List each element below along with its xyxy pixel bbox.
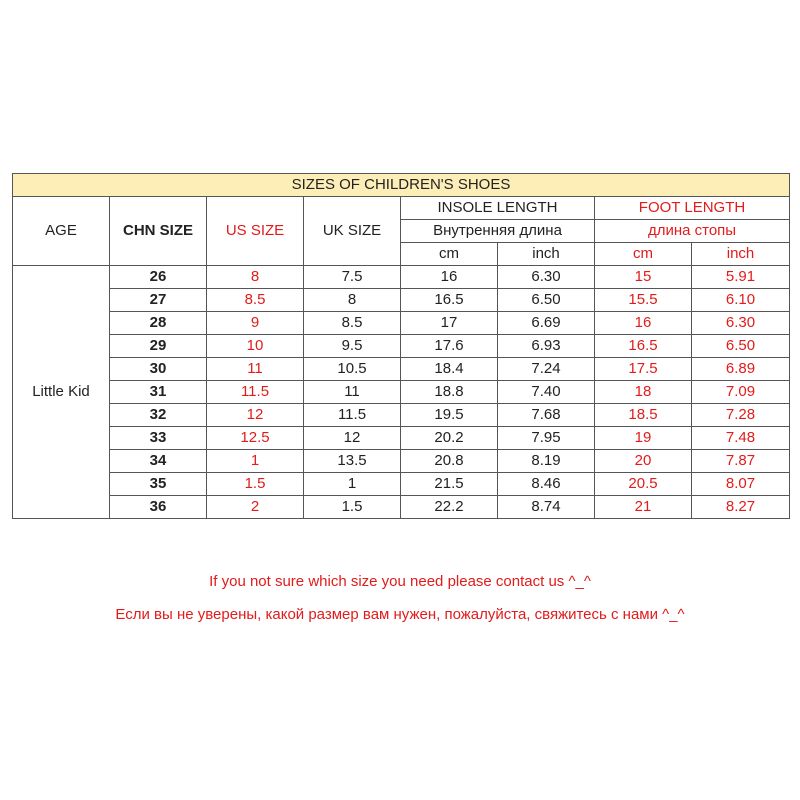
uk-size-header: UK SIZE bbox=[304, 197, 401, 266]
table-row bbox=[13, 335, 790, 358]
chn-size-cell: 35 bbox=[110, 473, 207, 496]
chn-size-cell: 36 bbox=[110, 496, 207, 519]
insole-inch-cell: 7.68 bbox=[498, 404, 595, 427]
us-size-cell: 11.5 bbox=[207, 381, 304, 404]
foot-length-header: FOOT LENGTH bbox=[595, 197, 790, 220]
size-chart-table bbox=[12, 173, 790, 519]
foot-inch-cell: 7.28 bbox=[692, 404, 790, 427]
table-row bbox=[13, 404, 790, 427]
insole-cm-cell: 18.4 bbox=[401, 358, 498, 381]
foot-cm-header: cm bbox=[595, 243, 692, 266]
foot-inch-cell: 6.50 bbox=[692, 335, 790, 358]
table-title: SIZES OF CHILDREN'S SHOES bbox=[13, 174, 790, 197]
insole-cm-header: cm bbox=[401, 243, 498, 266]
insole-inch-cell: 6.69 bbox=[498, 312, 595, 335]
table-row bbox=[13, 381, 790, 404]
insole-length-ru-header: Внутренняя длина bbox=[401, 220, 595, 243]
chn-size-cell: 26 bbox=[110, 266, 207, 289]
chn-size-cell: 27 bbox=[110, 289, 207, 312]
table-row bbox=[13, 312, 790, 335]
us-size-cell: 1 bbox=[207, 450, 304, 473]
header-row-1 bbox=[13, 197, 790, 220]
us-size-cell: 8.5 bbox=[207, 289, 304, 312]
foot-cm-cell: 21 bbox=[595, 496, 692, 519]
insole-inch-header: inch bbox=[498, 243, 595, 266]
uk-size-cell: 9.5 bbox=[304, 335, 401, 358]
us-size-header: US SIZE bbox=[207, 197, 304, 266]
insole-cm-cell: 21.5 bbox=[401, 473, 498, 496]
chn-size-cell: 31 bbox=[110, 381, 207, 404]
insole-cm-cell: 20.8 bbox=[401, 450, 498, 473]
insole-cm-cell: 16 bbox=[401, 266, 498, 289]
table-row bbox=[13, 450, 790, 473]
insole-cm-cell: 17.6 bbox=[401, 335, 498, 358]
foot-cm-cell: 16.5 bbox=[595, 335, 692, 358]
us-size-cell: 2 bbox=[207, 496, 304, 519]
us-size-cell: 8 bbox=[207, 266, 304, 289]
uk-size-cell: 11.5 bbox=[304, 404, 401, 427]
age-group-cell: Little Kid bbox=[13, 266, 110, 519]
foot-inch-cell: 6.10 bbox=[692, 289, 790, 312]
english-note: If you not sure which size you need please contact us ^_^ bbox=[209, 573, 591, 590]
insole-inch-cell: 7.95 bbox=[498, 427, 595, 450]
chn-size-cell: 33 bbox=[110, 427, 207, 450]
foot-inch-cell: 7.87 bbox=[692, 450, 790, 473]
insole-cm-cell: 16.5 bbox=[401, 289, 498, 312]
insole-inch-cell: 8.46 bbox=[498, 473, 595, 496]
us-size-cell: 11 bbox=[207, 358, 304, 381]
foot-inch-cell: 7.48 bbox=[692, 427, 790, 450]
foot-inch-cell: 6.89 bbox=[692, 358, 790, 381]
foot-inch-cell: 8.27 bbox=[692, 496, 790, 519]
russian-note: Если вы не уверены, какой размер вам нужен, пожалуйста, свяжитесь с нами ^_^ bbox=[115, 606, 685, 623]
foot-cm-cell: 19 bbox=[595, 427, 692, 450]
insole-inch-cell: 6.30 bbox=[498, 266, 595, 289]
insole-cm-cell: 19.5 bbox=[401, 404, 498, 427]
foot-cm-cell: 20 bbox=[595, 450, 692, 473]
uk-size-cell: 11 bbox=[304, 381, 401, 404]
insole-cm-cell: 22.2 bbox=[401, 496, 498, 519]
uk-size-cell: 1 bbox=[304, 473, 401, 496]
us-size-cell: 1.5 bbox=[207, 473, 304, 496]
age-header: AGE bbox=[13, 197, 110, 266]
chn-size-cell: 29 bbox=[110, 335, 207, 358]
foot-inch-cell: 8.07 bbox=[692, 473, 790, 496]
us-size-cell: 9 bbox=[207, 312, 304, 335]
foot-cm-cell: 20.5 bbox=[595, 473, 692, 496]
table-row bbox=[13, 427, 790, 450]
us-size-cell: 12.5 bbox=[207, 427, 304, 450]
title-row bbox=[13, 174, 790, 197]
insole-inch-cell: 7.40 bbox=[498, 381, 595, 404]
uk-size-cell: 10.5 bbox=[304, 358, 401, 381]
foot-cm-cell: 17.5 bbox=[595, 358, 692, 381]
table-row bbox=[13, 473, 790, 496]
foot-cm-cell: 18.5 bbox=[595, 404, 692, 427]
insole-inch-cell: 6.50 bbox=[498, 289, 595, 312]
insole-inch-cell: 6.93 bbox=[498, 335, 595, 358]
chn-size-cell: 30 bbox=[110, 358, 207, 381]
foot-inch-cell: 7.09 bbox=[692, 381, 790, 404]
insole-cm-cell: 18.8 bbox=[401, 381, 498, 404]
insole-inch-cell: 8.19 bbox=[498, 450, 595, 473]
insole-cm-cell: 17 bbox=[401, 312, 498, 335]
uk-size-cell: 7.5 bbox=[304, 266, 401, 289]
chn-size-cell: 32 bbox=[110, 404, 207, 427]
us-size-cell: 10 bbox=[207, 335, 304, 358]
foot-cm-cell: 18 bbox=[595, 381, 692, 404]
chn-size-header: CHN SIZE bbox=[110, 197, 207, 266]
insole-inch-cell: 8.74 bbox=[498, 496, 595, 519]
insole-length-header: INSOLE LENGTH bbox=[401, 197, 595, 220]
chn-size-cell: 34 bbox=[110, 450, 207, 473]
foot-inch-cell: 5.91 bbox=[692, 266, 790, 289]
table-row bbox=[13, 266, 790, 289]
foot-cm-cell: 15.5 bbox=[595, 289, 692, 312]
table-row bbox=[13, 358, 790, 381]
insole-inch-cell: 7.24 bbox=[498, 358, 595, 381]
foot-inch-header: inch bbox=[692, 243, 790, 266]
uk-size-cell: 1.5 bbox=[304, 496, 401, 519]
insole-cm-cell: 20.2 bbox=[401, 427, 498, 450]
table-row bbox=[13, 289, 790, 312]
uk-size-cell: 12 bbox=[304, 427, 401, 450]
chn-size-cell: 28 bbox=[110, 312, 207, 335]
uk-size-cell: 8 bbox=[304, 289, 401, 312]
table-row bbox=[13, 496, 790, 519]
foot-cm-cell: 16 bbox=[595, 312, 692, 335]
foot-length-ru-header: длина стопы bbox=[595, 220, 790, 243]
foot-inch-cell: 6.30 bbox=[692, 312, 790, 335]
uk-size-cell: 8.5 bbox=[304, 312, 401, 335]
uk-size-cell: 13.5 bbox=[304, 450, 401, 473]
foot-cm-cell: 15 bbox=[595, 266, 692, 289]
us-size-cell: 12 bbox=[207, 404, 304, 427]
